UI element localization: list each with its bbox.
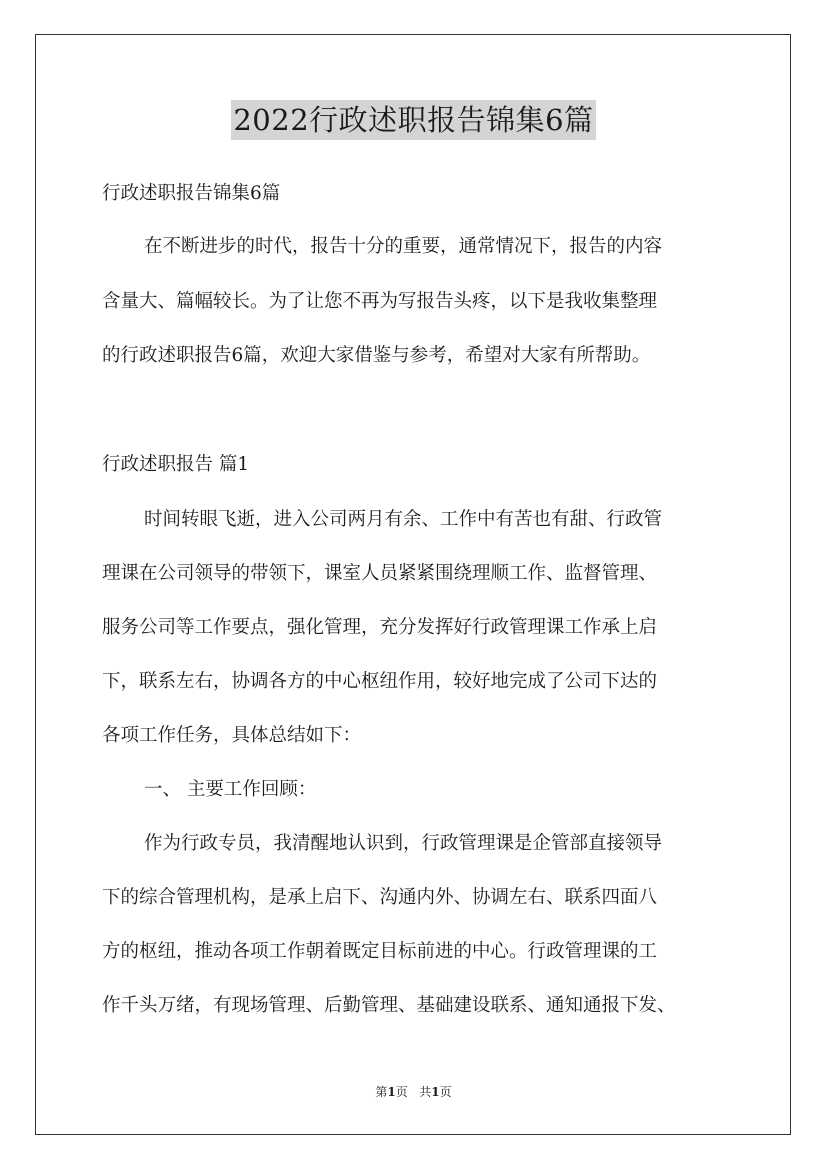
page-footer [0, 1083, 827, 1100]
body-line-8: 方的枢纽，推动各项工作朝着既定目标前进的中心。行政管理课的工 [102, 941, 658, 962]
intro-line-3: 的行政述职报告6篇，欢迎大家借鉴与参考，希望对大家有所帮助。 [102, 345, 651, 366]
body-line-3: 服务公司等工作要点，强化管理，充分发挥好行政管理课工作承上启 [102, 617, 658, 638]
body-line-2: 理课在公司领导的带领下，课室人员紧紧围绕理顺工作、监督管理、 [102, 563, 658, 584]
footer-page-current: 1 [387, 1085, 396, 1099]
footer-mid: 页 共 [395, 1085, 432, 1099]
title-container [0, 100, 827, 140]
body-line-9: 作千头万绪，有现场管理、后勤管理、基础建设联系、通知通报下发、 [102, 995, 676, 1016]
document-title: 2022行政述职报告锦集6篇 [231, 100, 595, 140]
body-line-5: 各项工作任务，具体总结如下： [102, 725, 362, 746]
footer-suffix: 页 [439, 1085, 452, 1099]
body-line-6: 作为行政专员，我清醒地认识到，行政管理课是企管部直接领导 [144, 833, 663, 854]
footer-page-total: 1 [431, 1085, 440, 1099]
subtitle-line: 行政述职报告锦集6篇 [102, 183, 281, 204]
footer-prefix: 第 [375, 1085, 388, 1099]
body-line-4: 下，联系左右，协调各方的中心枢纽作用，较好地完成了公司下达的 [102, 671, 658, 692]
intro-line-1: 在不断进步的时代，报告十分的重要，通常情况下，报告的内容 [144, 236, 663, 257]
subsection-heading: 一、 主要工作回顾： [144, 779, 317, 800]
intro-line-2: 含量大、篇幅较长。为了让您不再为写报告头疼，以下是我收集整理 [102, 291, 658, 312]
body-line-7: 下的综合管理机构，是承上启下、沟通内外、协调左右、联系四面八 [102, 887, 658, 908]
body-line-1: 时间转眼飞逝，进入公司两月有余、工作中有苦也有甜、行政管 [144, 509, 663, 530]
section-heading: 行政述职报告 篇1 [102, 454, 250, 475]
